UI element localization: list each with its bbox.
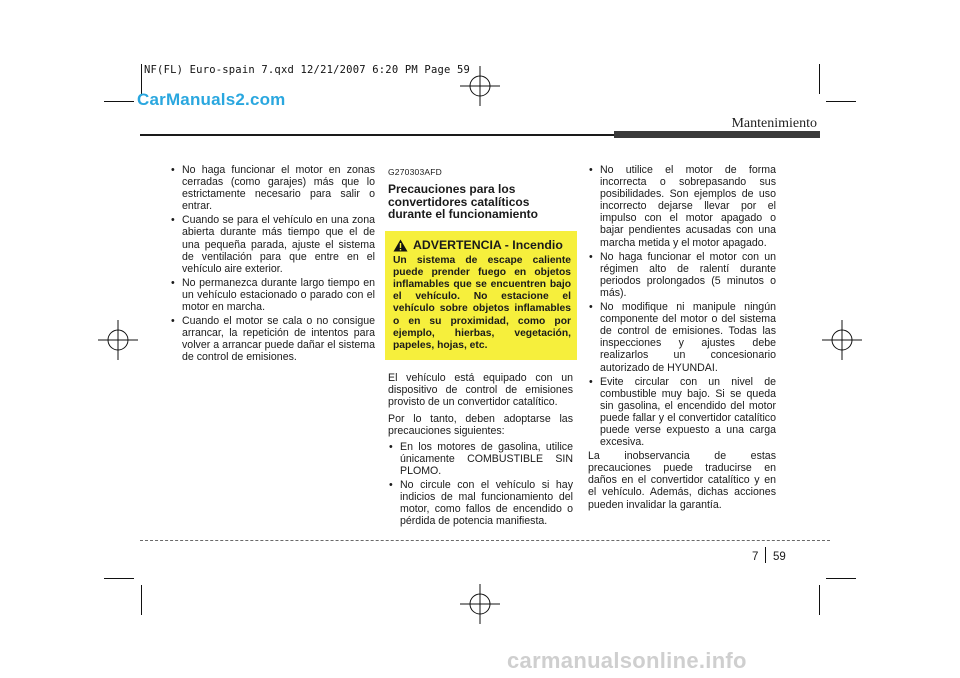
header-rule-bar — [614, 131, 820, 138]
page-number-divider — [765, 547, 766, 563]
column-3 — [588, 164, 776, 515]
crop-mark — [826, 578, 856, 579]
paragraph: El vehículo está equipado con un dispositivo de control de emisiones provisto de un convertidor catalítico. — [388, 372, 573, 409]
page-number: 59 — [773, 551, 786, 563]
registration-mark-icon — [822, 320, 862, 360]
list-item: • No utilice el motor de forma incorrecta o sobrepasando sus posibilidades. Son ejemplos de uso incorrecto dejarse llevar por el impulso con el motor apagado o bajar pendientes acusadas con una marcha metida y el motor apagado. — [588, 164, 776, 249]
footer-rule — [140, 540, 830, 541]
crop-mark — [826, 101, 856, 102]
warning-title: ADVERTENCIA - Incendio — [413, 238, 563, 253]
section-code: G270303AFD — [388, 167, 442, 177]
list-item: • No modifique ni manipule ningún componente del motor o del sistema de control de emisiones. Todas las inspecciones y ajustes debe realizarlos un concesionario autorizado de HYUNDAI. — [588, 301, 776, 374]
paragraph: Por lo tanto, deben adoptarse las precauciones siguientes: — [388, 412, 573, 437]
section-heading: Precauciones para los convertidores catalíticos durante el funcionamiento — [388, 182, 539, 222]
warning-triangle-icon — [393, 239, 408, 252]
list-item: • No haga funcionar el motor con un régimen alto de ralentí durante periodos prolongados (5 minutos o más). — [588, 251, 776, 299]
print-header: NF(FL) Euro-spain 7.qxd 12/21/2007 6:20 PM Page 59 — [144, 64, 471, 76]
watermark-link[interactable]: carmanualsonline.info — [507, 648, 747, 673]
list-item: • Cuando el motor se cala o no consigue arrancar, la repetición de intentos para volver a arrancar puede dañar el sistema de control de emisiones. — [170, 315, 375, 363]
bullet-list — [388, 441, 573, 528]
warning-text: Un sistema de escape caliente puede prender fuego en objetos inflamables que se encuentren bajo el vehículo. No estacione el vehículo sobre objetos inflamables o en su proximidad, como por ejemplo, hierbas, vegetación, papeles, hojas, etc. — [393, 254, 571, 352]
column-1 — [170, 164, 375, 366]
crop-mark — [141, 585, 142, 615]
section-title: Mantenimiento — [731, 116, 817, 131]
warning-header — [393, 239, 571, 252]
header-rule — [140, 134, 616, 136]
chapter-number: 7 — [752, 551, 759, 563]
closing-paragraph: La inobservancia de estas precauciones puede traducirse en daños en el convertidor catalítico y en el vehículo. Además, dichas acciones pueden invalidar la garantía. — [588, 450, 776, 511]
bullet-list — [588, 164, 776, 448]
watermark-link[interactable]: CarManuals2.com — [137, 90, 286, 109]
column-2 — [388, 166, 573, 529]
crop-mark — [819, 64, 820, 94]
list-item: • No circule con el vehículo si hay indicios de mal funcionamiento del motor, como fallos de encendido o pérdida de potencia manifiesta. — [388, 479, 573, 527]
list-item: • No haga funcionar el motor en zonas cerradas (como garajes) más que lo estrictamente necesario para salir o entrar. — [170, 164, 375, 212]
registration-mark-icon — [98, 320, 138, 360]
list-item: • En los motores de gasolina, utilice únicamente COMBUSTIBLE SIN PLOMO. — [388, 441, 573, 477]
list-item: • Evite circular con un nivel de combustible muy bajo. Si se queda sin gasolina, el encendido del motor puede fallar y el convertidor catalítico puede verse expuesto a una carga excesiva. — [588, 376, 776, 449]
warning-box — [385, 231, 577, 361]
crop-mark — [104, 578, 134, 579]
crop-mark — [104, 101, 134, 102]
bullet-list — [170, 164, 375, 364]
registration-mark-icon — [460, 584, 500, 624]
list-item: • No permanezca durante largo tiempo en un vehículo estacionado o parado con el motor en marcha. — [170, 277, 375, 313]
list-item: • Cuando se para el vehículo en una zona abierta durante más tiempo que el de una pequeña parada, ajuste el sistema de ventilación para que entre en el vehículo aire exterior. — [170, 214, 375, 274]
crop-mark — [819, 585, 820, 615]
